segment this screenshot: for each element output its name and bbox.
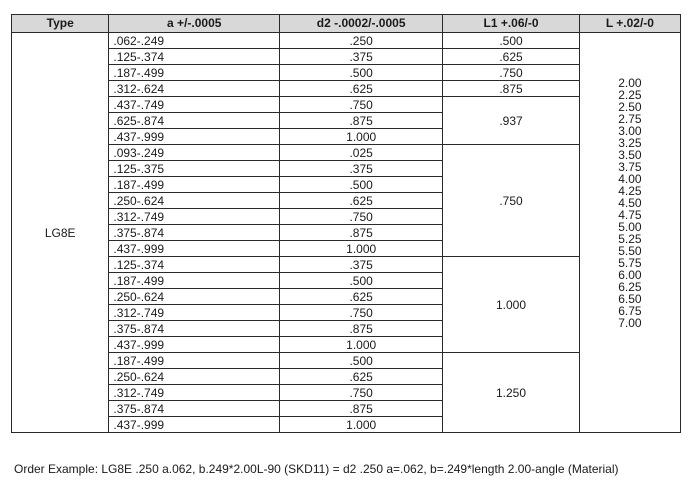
header-l: L +.02/-0 [579, 15, 680, 33]
d2-cell: .375 [280, 49, 443, 65]
d2-cell: .025 [280, 145, 443, 161]
l1-cell: .937 [443, 97, 580, 145]
l-value: 6.75 [618, 304, 642, 318]
a-cell: .437-.999 [109, 337, 280, 353]
d2-cell: .875 [280, 321, 443, 337]
a-cell: .250-.624 [109, 369, 280, 385]
a-cell: .437-.999 [109, 241, 280, 257]
d2-cell: .625 [280, 369, 443, 385]
l-value: 4.00 [618, 172, 642, 186]
l-value: 3.00 [618, 124, 642, 138]
d2-cell: .875 [280, 225, 443, 241]
l1-cell: .500 [443, 33, 580, 49]
a-cell: .187-.499 [109, 353, 280, 369]
l-value: 5.75 [618, 256, 642, 270]
l-value: 3.75 [618, 160, 642, 174]
l-cell [579, 33, 680, 433]
l1-cell: .875 [443, 81, 580, 97]
d2-cell: .625 [280, 81, 443, 97]
a-cell: .125-.374 [109, 49, 280, 65]
l-value: 2.25 [618, 88, 642, 102]
table-row [12, 33, 681, 49]
a-cell: .437-.749 [109, 97, 280, 113]
l-value: 5.00 [618, 220, 642, 234]
header-row [12, 15, 681, 33]
l-value: 6.25 [618, 280, 642, 294]
header-type: Type [12, 15, 109, 33]
d2-cell: .750 [280, 385, 443, 401]
d2-cell: .875 [280, 113, 443, 129]
d2-cell: 1.000 [280, 337, 443, 353]
l-value: 4.75 [618, 208, 642, 222]
a-cell: .312-.749 [109, 385, 280, 401]
l-value: 6.00 [618, 268, 642, 282]
a-cell: .375-.874 [109, 401, 280, 417]
d2-cell: 1.000 [280, 241, 443, 257]
l1-cell: .750 [443, 65, 580, 81]
a-cell: .375-.874 [109, 321, 280, 337]
d2-cell: .750 [280, 97, 443, 113]
a-cell: .125-.374 [109, 257, 280, 273]
l-value-list [580, 33, 680, 329]
d2-cell: .500 [280, 177, 443, 193]
a-cell: .312-.749 [109, 305, 280, 321]
l1-cell: .625 [443, 49, 580, 65]
a-cell: .187-.499 [109, 177, 280, 193]
header-a: a +/-.0005 [109, 15, 280, 33]
d2-cell: .375 [280, 257, 443, 273]
d2-cell: 1.000 [280, 129, 443, 145]
d2-cell: .625 [280, 289, 443, 305]
a-cell: .093-.249 [109, 145, 280, 161]
d2-cell: .375 [280, 161, 443, 177]
a-cell: .312-.749 [109, 209, 280, 225]
d2-cell: .875 [280, 401, 443, 417]
spec-body [12, 33, 681, 433]
l1-cell: 1.000 [443, 257, 580, 353]
d2-cell: .750 [280, 305, 443, 321]
order-example: Order Example: LG8E .250 a.062, b.249*2.00L-90 (SKD11) = d2 .250 a=.062, b=.249*length 2.00-angle (Material) [14, 462, 619, 476]
a-cell: .625-.874 [109, 113, 280, 129]
a-cell: .187-.499 [109, 65, 280, 81]
l-value: 4.25 [618, 184, 642, 198]
d2-cell: .500 [280, 273, 443, 289]
l-value: 7.00 [618, 316, 642, 330]
a-cell: .437-.999 [109, 417, 280, 433]
d2-cell: .250 [280, 33, 443, 49]
l-value: 3.50 [618, 148, 642, 162]
type-cell: LG8E [12, 33, 109, 433]
d2-cell: .500 [280, 353, 443, 369]
l-value: 5.50 [618, 244, 642, 258]
l-value: 2.50 [618, 100, 642, 114]
d2-cell: .625 [280, 193, 443, 209]
spec-table [11, 14, 681, 433]
a-cell: .437-.999 [109, 129, 280, 145]
d2-cell: .750 [280, 209, 443, 225]
a-cell: .312-.624 [109, 81, 280, 97]
l-value: 4.50 [618, 196, 642, 210]
d2-cell: .500 [280, 65, 443, 81]
l-value: 2.00 [618, 76, 642, 90]
header-l1: L1 +.06/-0 [443, 15, 580, 33]
l-value: 3.25 [618, 136, 642, 150]
d2-cell: 1.000 [280, 417, 443, 433]
header-d2: d2 -.0002/-.0005 [280, 15, 443, 33]
a-cell: .250-.624 [109, 289, 280, 305]
l-value: 2.75 [618, 112, 642, 126]
a-cell: .062-.249 [109, 33, 280, 49]
l1-cell: 1.250 [443, 353, 580, 433]
a-cell: .250-.624 [109, 193, 280, 209]
a-cell: .375-.874 [109, 225, 280, 241]
l-value: 6.50 [618, 292, 642, 306]
l-value: 5.25 [618, 232, 642, 246]
a-cell: .125-.375 [109, 161, 280, 177]
a-cell: .187-.499 [109, 273, 280, 289]
l1-cell: .750 [443, 145, 580, 257]
